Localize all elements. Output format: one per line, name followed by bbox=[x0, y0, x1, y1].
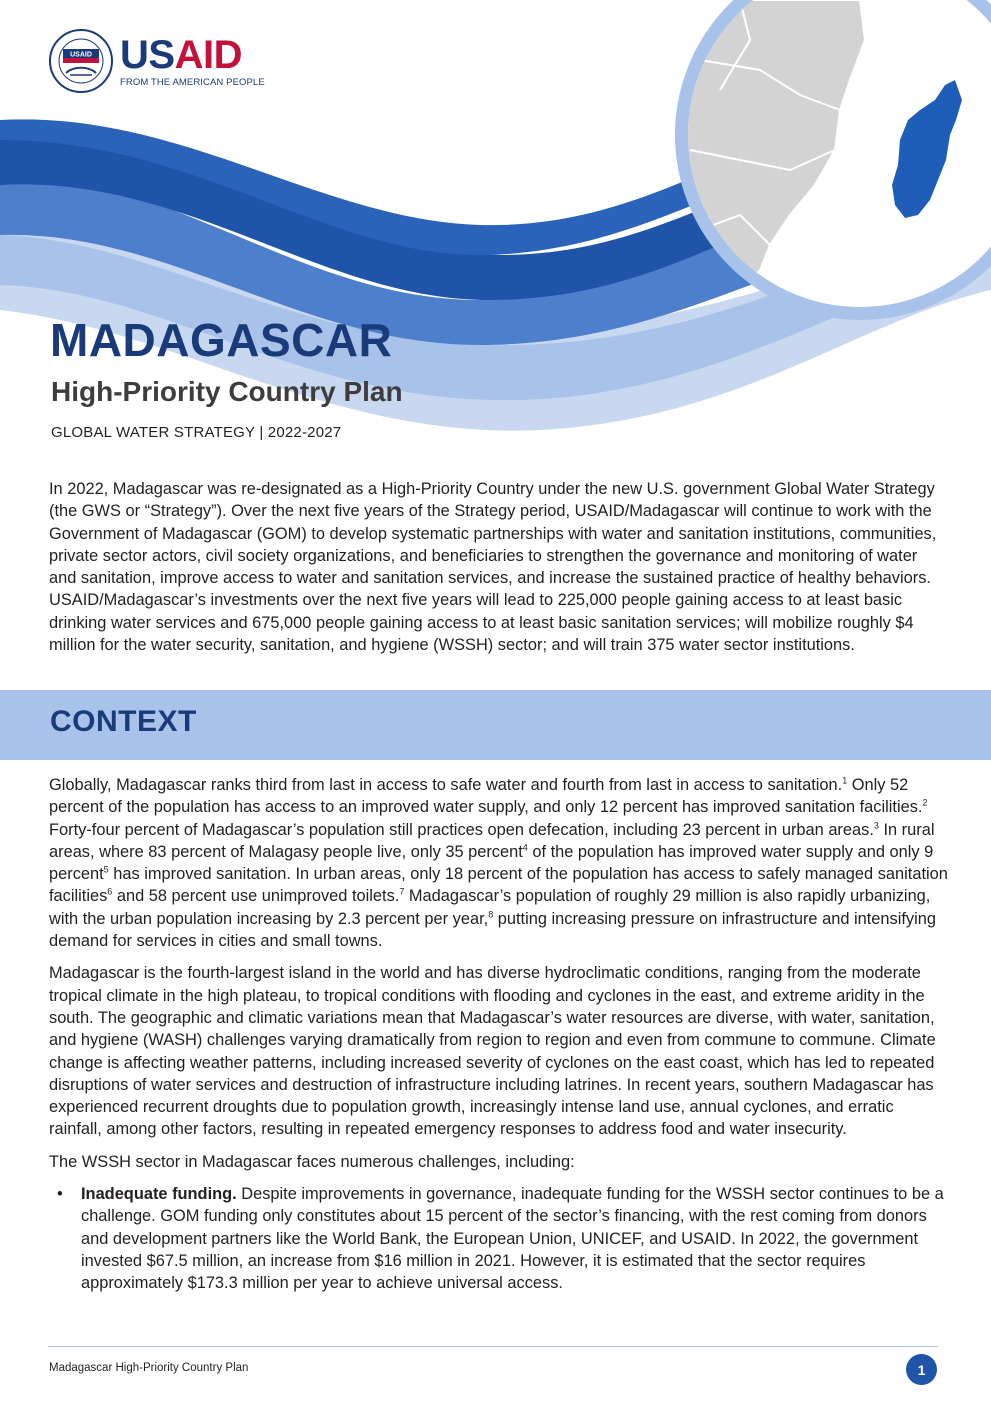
footnote-ref: 6 bbox=[107, 887, 113, 898]
svg-text:USAID: USAID bbox=[70, 51, 92, 59]
text-segment: Forty-four percent of Madagascar’s population still practices open defecation, including 23 percent in urban areas. bbox=[49, 820, 874, 839]
usaid-seal-icon bbox=[48, 28, 114, 94]
usaid-wordmark: USAID bbox=[120, 32, 242, 77]
context-paragraph-3: The WSSH sector in Madagascar faces numerous challenges, including: bbox=[49, 1152, 575, 1171]
footnote-ref: 4 bbox=[522, 842, 528, 853]
bullet-icon: • bbox=[57, 1185, 63, 1204]
text-segment: Globally, Madagascar ranks third from last in access to safe water and fourth from last in access to sanitation. bbox=[49, 776, 843, 794]
footer-divider bbox=[48, 1346, 938, 1347]
text-segment: has improved sanitation. In urban areas, only 18 percent of the population has access to safely managed sanitation facilities bbox=[49, 865, 948, 906]
intro-paragraph: In 2022, Madagascar was re-designated as a High-Priority Country under the new U.S. government Global Water Strategy (the GWS or “Strategy”). Over the next five years of the Strategy period, USAID/Madagascar will continue to work with the Government of Madagascar (GOM) to develop systematic partnerships with water and sanitation institutions, communities, private sector actors, civil society organizations, and beneficiaries to strengthen the governance and monitoring of water and sanitation, improve access to water and sanitation services, and increase the sustained practice of healthy behaviors. USAID/Madagascar’s investments over the next five years will lead to 225,000 people gaining access to at least basic drinking water services and 675,000 people gaining access to at least basic sanitation services; will mobilize roughly $4 million for the water security, sanitation, and hygiene (WSSH) sector; and will train 375 water sector institutions. bbox=[49, 480, 937, 655]
context-heading: CONTEXT bbox=[50, 705, 197, 738]
text-segment: Madagascar’s population of roughly 29 million is also rapidly urbanizing, with the urban population increasing by 2.3 percent per year, bbox=[49, 887, 931, 928]
text-segment: In rural areas, where 83 percent of Malagasy people live, only 35 percent bbox=[49, 820, 935, 861]
context-paragraph-1 bbox=[49, 774, 949, 952]
footnote-ref: 5 bbox=[103, 864, 109, 875]
footnote-ref: 3 bbox=[873, 820, 879, 831]
list-item bbox=[49, 1183, 949, 1294]
country-title: MADAGASCAR bbox=[50, 314, 393, 366]
footnote-ref: 8 bbox=[488, 909, 494, 920]
strategy-line: GLOBAL WATER STRATEGY | 2022-2027 bbox=[51, 424, 342, 441]
text-segment: and 58 percent use unimproved toilets. bbox=[112, 887, 400, 906]
text-segment: of the population has improved water supply and only 9 percent bbox=[49, 842, 934, 884]
plan-subtitle: High-Priority Country Plan bbox=[51, 376, 403, 407]
bullet-lead: Inadequate funding. bbox=[81, 1185, 237, 1204]
bullet-text: Despite improvements in governance, inadequate funding for the WSSH sector continues to be a challenge. GOM funding only constitutes about 15 percent of the sector’s financing, with the rest coming from donors and development partners like the World Bank, the European Union, UNICEF, and USAID. In 2022, the government invested $67.5 million, an increase from $16 million in 2021. However, it is estimated that the sector requires approximately $173.3 million per year to achieve universal access. bbox=[81, 1185, 944, 1293]
text-segment: Only 52 percent of the population has access to an improved water supply, and only 12 percent has improved sanitation facilities. bbox=[49, 776, 923, 817]
challenges-list bbox=[49, 1183, 949, 1294]
footer-doc-title: Madagascar High-Priority Country Plan bbox=[49, 1362, 249, 1374]
footnote-ref: 1 bbox=[842, 775, 848, 786]
logo-tagline: FROM THE AMERICAN PEOPLE bbox=[120, 76, 265, 88]
footnote-ref: 7 bbox=[399, 887, 405, 898]
usaid-logo bbox=[48, 28, 265, 94]
text-segment: putting increasing pressure on infrastructure and intensifying demand for services in cities and small towns. bbox=[49, 909, 936, 951]
context-paragraph-2: Madagascar is the fourth-largest island in the world and has diverse hydroclimatic conditions, ranging from the moderate tropical climate in the high plateau, to tropical conditions with flooding and cyclones in the east, and extreme aridity in the south. The geographic and climatic variations mean that Madagascar’s water resources are diverse, with water, sanitation, and hygiene (WASH) challenges varying dramatically from region to region and even from commune to commune. Climate change is affecting weather patterns, including increased severity of cyclones on the east coast, which has led to repeated disruptions of water services and destruction of infrastructure including latrines. In recent years, southern Madagascar has experienced recurrent droughts due to population growth, increasingly intense land use, annual cyclones, and erratic rainfall, among other factors, resulting in repeated emergency responses to address food and water insecurity. bbox=[49, 964, 936, 1139]
context-body bbox=[49, 774, 949, 1295]
footnote-ref: 2 bbox=[922, 797, 928, 808]
page-number: 1 bbox=[906, 1354, 937, 1385]
